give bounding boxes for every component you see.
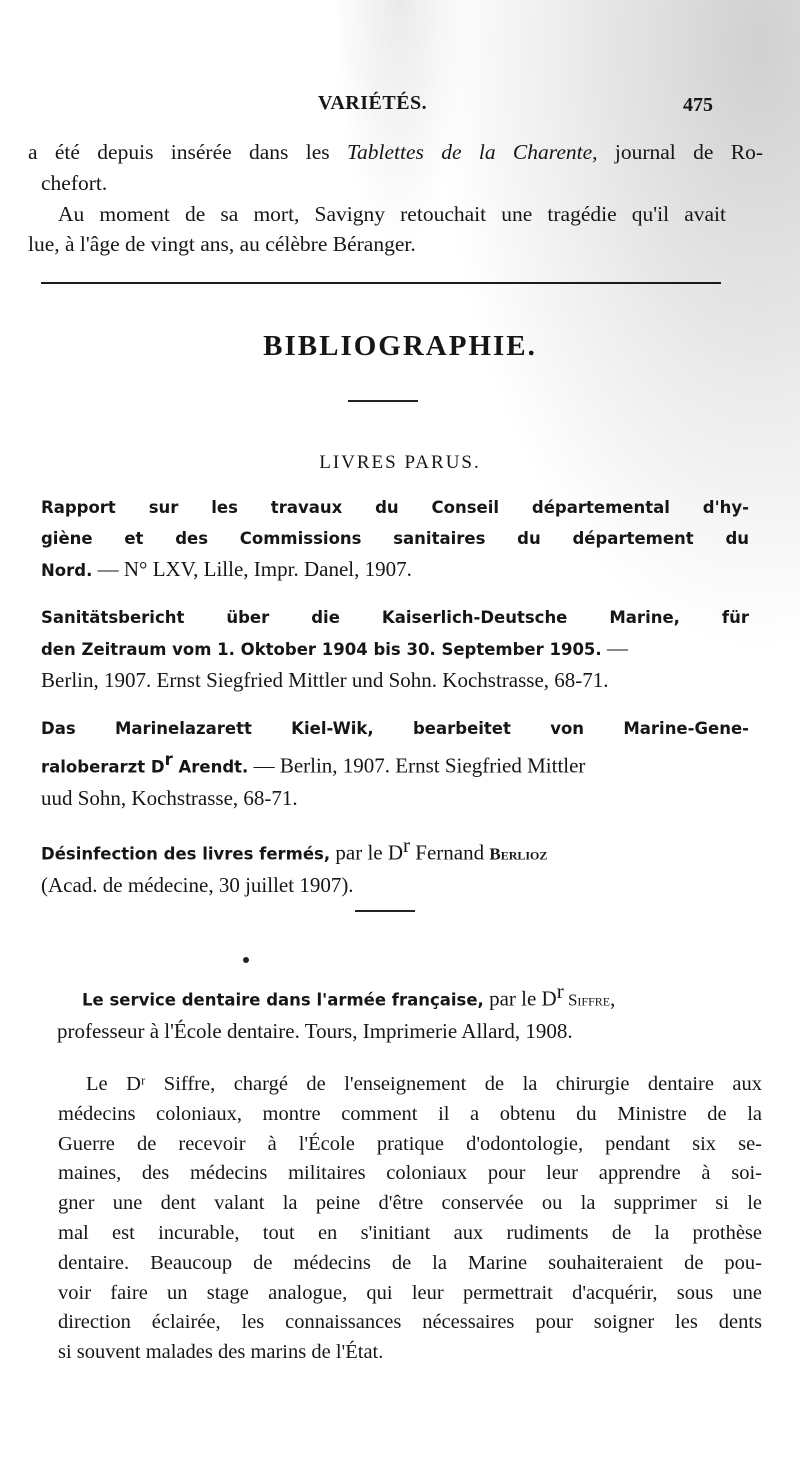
entry-title-part: raloberarzt D (41, 757, 165, 777)
entry-line (41, 830, 749, 870)
entry-line (41, 554, 749, 586)
punctuation: , (610, 986, 616, 1011)
text-line (28, 137, 763, 167)
paragraph-line: dentaire. Beaucoup de médecins de la Marine souhaiteraient de pou- (58, 1251, 762, 1274)
title-rule (348, 400, 418, 402)
author-surname: Siffre (563, 990, 611, 1010)
entry-line: Sanitätsbericht über die Kaiserlich-Deutsche Marine, für (41, 608, 749, 627)
bibliography-entry (41, 602, 749, 696)
bibliography-entry (57, 976, 747, 1047)
entry-line: uud Sohn, Kochstrasse, 68-71. (41, 785, 298, 810)
text-line: chefort. (41, 171, 108, 195)
bibliography-entry (41, 492, 749, 586)
entry-imprint: — N° LXV, Lille, Impr. Danel, 1907. (92, 557, 412, 581)
entry-line (57, 976, 747, 1016)
subsection-title: LIVRES PARUS. (319, 452, 481, 473)
text-span: journal de Ro- (597, 140, 764, 164)
paragraph-line: maines, des médecins militaires coloniaux pour leur apprendre à soi- (58, 1162, 762, 1185)
section-divider (41, 282, 721, 284)
author-surname: Berlioz (489, 844, 548, 864)
paragraph-line: mal est incurable, tout en s'initiant aux rudiments de la prothèse (58, 1221, 762, 1244)
paragraph-line: gner une dent valant la peine d'être conservée ou la supprimer si le (58, 1192, 762, 1215)
journal-title: Tablettes de la Charente, (347, 140, 598, 164)
running-header (0, 92, 800, 122)
review-paragraph (58, 1070, 762, 1368)
entry-line (41, 744, 749, 783)
entry-line: (Acad. de médecine, 30 juillet 1907). (41, 872, 354, 897)
paragraph-line: si souvent malades des marins de l'État. (58, 1341, 384, 1364)
entry-title-part: Désinfection des livres fermés, (41, 844, 331, 864)
entry-line: Rapport sur les travaux du Conseil départemental d'hy- (41, 498, 749, 517)
paragraph-line: voir faire un stage analogue, qui leur permettrait d'acquérir, sous une (58, 1281, 762, 1304)
superscript: r (403, 833, 411, 857)
superscript: r (556, 979, 564, 1003)
entry-imprint: — (601, 636, 628, 660)
section-title: BIBLIOGRAPHIE. (263, 330, 537, 362)
bibliography-entry (41, 713, 749, 814)
entry-line: Berlin, 1907. Ernst Siegfried Mittler und Sohn. Kochstrasse, 68-71. (41, 668, 609, 692)
entry-line: professeur à l'École dentaire. Tours, Imprimerie Allard, 1908. (57, 1018, 573, 1043)
text-span: a été depuis insérée dans les (28, 140, 347, 164)
paragraph-line: Guerre de recevoir à l'École pratique d'odontologie, pendant six se- (58, 1132, 762, 1155)
bibliography-entry (41, 830, 749, 901)
entry-divider (355, 910, 415, 912)
author-name: Fernand (410, 840, 490, 865)
entry-line: giène et des Commissions sanitaires du département du (41, 529, 749, 548)
entry-line (41, 633, 749, 665)
text-line: Au moment de sa mort, Savigny retouchait une tragédie qu'il avait (58, 202, 726, 226)
page-number: 475 (683, 94, 713, 116)
superscript: r (164, 750, 173, 769)
running-title: VARIÉTÉS. (318, 92, 428, 114)
paragraph-line: direction éclairée, les connaissances nécessaires pour soigner les dents (58, 1311, 762, 1334)
entry-title-part: Le service dentaire dans l'armée française, (82, 990, 484, 1010)
paragraph-line: médecins coloniaux, montre comment il a obtenu du Ministre de la (58, 1102, 762, 1125)
ink-speck (243, 957, 249, 963)
entry-author: Arendt. (172, 757, 249, 777)
text-line: lue, à l'âge de vingt ans, au célèbre Béranger. (28, 232, 416, 256)
entry-byline: par le D (483, 986, 557, 1011)
entry-imprint: — Berlin, 1907. Ernst Siegfried Mittler (248, 753, 586, 778)
entry-title-part: den Zeitraum vom 1. Oktober 1904 bis 30. September 1905. (41, 640, 602, 659)
entry-title-part: Nord. (41, 561, 93, 580)
entry-line: Das Marinelazarett Kiel-Wik, bearbeitet von Marine-Gene- (41, 719, 749, 738)
paragraph-line: Le Dʳ Siffre, chargé de l'enseignement de la chirurgie dentaire aux (86, 1073, 762, 1095)
entry-byline: par le D (330, 840, 404, 865)
